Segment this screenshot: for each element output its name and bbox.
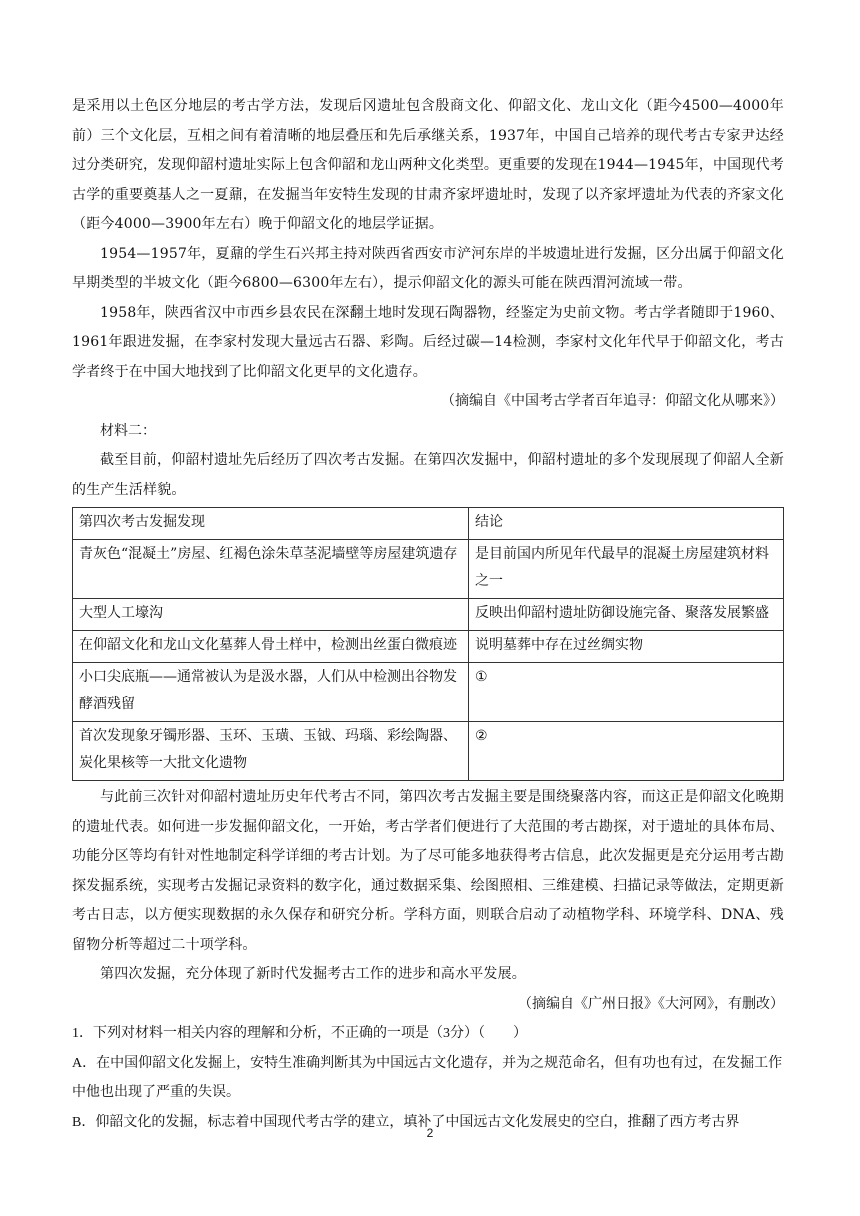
question-1-option-a: A．在中国仰韶文化发掘上，安特生准确判断其为中国远古文化遗存，并为之规范命名，但有功也有过，在发掘工作中他也出现了严重的失误。 [72, 1055, 783, 1100]
table-row [73, 540, 784, 599]
question-1-stem: 1．下列对材料一相关内容的理解和分析，不正确的一项是（3分）（ ） [72, 1026, 527, 1041]
material1-paragraph-1: 是采用以土色区分地层的考古学方法，发现后冈遗址包含殷商文化、仰韶文化、龙山文化（距今4500—4000年前）三个文化层，互相之间有着清晰的地层叠压和先后承继关系，1937年，中国自己培养的现代考古专家尹达经过分类研究，发现仰韶村遗址实际上包含仰韶和龙山两种文化类型。更重要的发现在1944—1945年，中国现代考古学的重要奠基人之一夏鼐，在发掘当年安特生发现的甘肃齐家坪遗址时，发现了以齐家坪遗址为代表的齐家文化（距今4000—3900年左右）晚于仰韶文化的地层学证据。 [72, 98, 784, 232]
table-cell: 大型人工壕沟 [73, 599, 469, 631]
table-cell: 在仰韶文化和龙山文化墓葬人骨土样中，检测出丝蛋白微痕迹 [73, 631, 469, 663]
table-header-cell: 第四次考古发掘发现 [73, 508, 469, 540]
material2-label: 材料二： [100, 422, 156, 439]
table-cell: 小口尖底瓶——通常被认为是汲水器，人们从中检测出谷物发酵酒残留 [73, 663, 469, 722]
table-row [73, 599, 784, 631]
material2-paragraph-2: 第四次发掘，充分体现了新时代发掘考古工作的进步和高水平发展。 [100, 966, 526, 982]
table-cell: 反映出仰韶村遗址防御设施完备、聚落发展繁盛 [469, 599, 784, 631]
table-cell: 说明墓葬中存在过丝绸实物 [469, 631, 784, 663]
page-number: 2 [426, 1126, 434, 1140]
document-page [72, 92, 784, 1137]
question-1-option-b: B．仰韶文化的发掘，标志着中国现代考古学的建立，填补了中国远古文化发展史的空白，推翻了西方考古界 [72, 1114, 740, 1130]
table-cell: 是目前国内所见年代最早的混凝土房屋建筑材料之一 [469, 540, 784, 599]
table-row [73, 631, 784, 663]
material2-paragraph-1: 与此前三次针对仰韶村遗址历史年代考古不同，第四次考古发掘主要是围绕聚落内容，而这正是仰韶文化晚期的遗址代表。如何进一步发掘仰韶文化，一开始，考古学者们便进行了大范围的考古勘探，对于遗址的具体布局、功能分区等均有针对性地制定科学详细的考古计划。为了尽可能多地获得考古信息，此次发掘更是充分运用考古勘探发掘系统，实现考古发掘记录资料的数字化，通过数据采集、绘图照相、三维建模、扫描记录等做法，定期更新考古日志，以方便实现数据的永久保存和研究分析。学科方面，则联合启动了动植物学科、环境学科、DNA、残留物分析等超过二十项学科。 [72, 789, 784, 953]
material2-source: （摘编自《广州日报》《大河网》，有删改） [518, 995, 784, 1012]
table-cell-blank-2: ② [469, 722, 784, 781]
table-header-cell: 结论 [469, 508, 784, 540]
table-row [73, 722, 784, 781]
table-row [73, 663, 784, 722]
table-header-row [73, 508, 784, 540]
table-cell: 首次发现象牙镯形器、玉环、玉璜、玉钺、玛瑙、彩绘陶器、炭化果核等一大批文化遗物 [73, 722, 469, 781]
table-cell-blank-1: ① [469, 663, 784, 722]
material1-source: （摘编自《中国考古学者百年追寻：仰韶文化从哪来》） [441, 393, 784, 409]
material1-paragraph-2: 1954—1957年，夏鼐的学生石兴邦主持对陕西省西安市浐河东岸的半坡遗址进行发掘，区分出属于仰韶文化早期类型的半坡文化（距今6800—6300年左右），提示仰韶文化的源头可能在陕西渭河流域一带。 [72, 245, 784, 291]
material2-intro: 截至目前，仰韶村遗址先后经历了四次考古发掘。在第四次发掘中，仰韶村遗址的多个发现展现了仰韶人全新的生产生活样貌。 [72, 452, 784, 498]
findings-table [72, 507, 784, 781]
table-cell: 青灰色“混凝土”房屋、红褐色涂朱草茎泥墙壁等房屋建筑遗存 [73, 540, 469, 599]
material1-paragraph-3: 1958年，陕西省汉中市西乡县农民在深翻土地时发现石陶器物，经鉴定为史前文物。考古学者随即于1960、1961年跟进发掘，在李家村发现大量远古石器、彩陶。后经过碳—14检测，李家村文化年代早于仰韶文化，考古学者终于在中国大地找到了比仰韶文化更早的文化遗存。 [72, 304, 784, 380]
